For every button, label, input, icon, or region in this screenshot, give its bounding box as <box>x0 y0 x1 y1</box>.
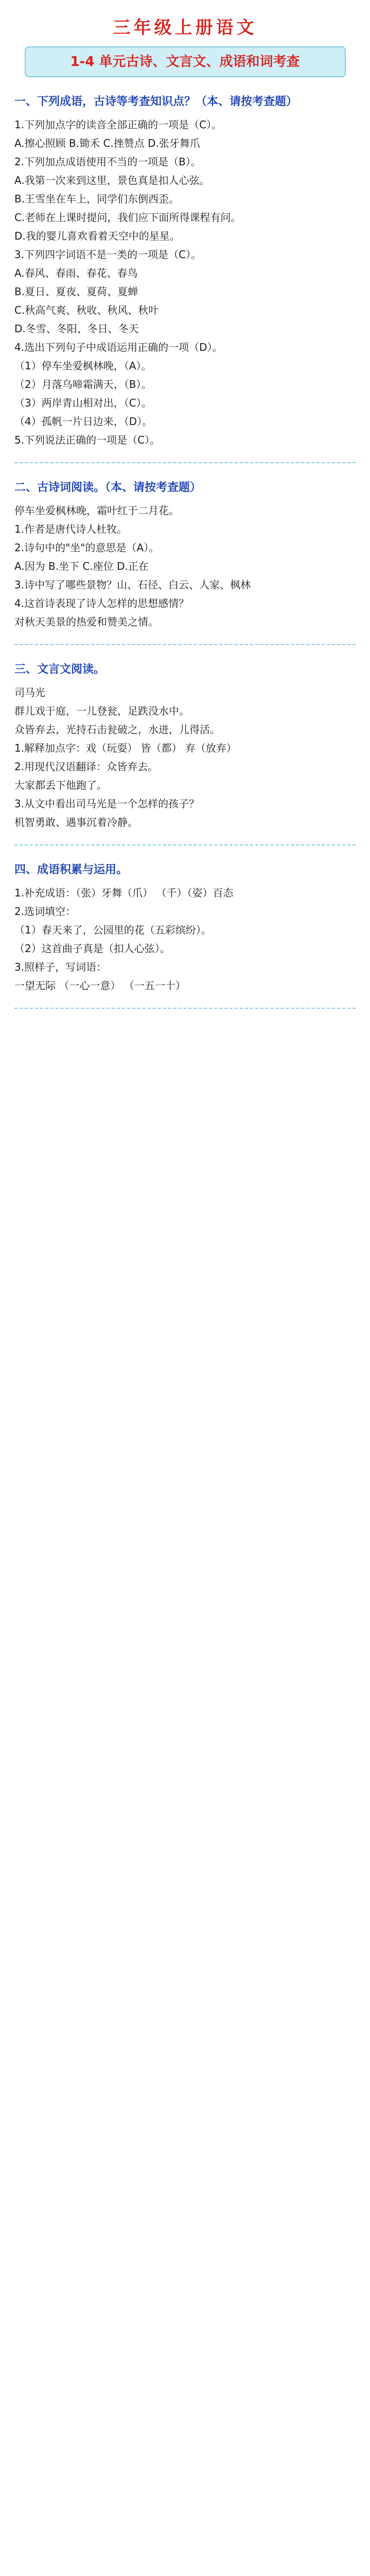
text-line: C.秋高气爽、秋收、秋风、秋叶 <box>14 304 159 316</box>
section-divider <box>14 1008 356 1009</box>
text-line: 2.选词填空： <box>14 905 76 918</box>
text-line: 1.补充成语：（张）牙舞（爪） （千）（姿）百态 <box>14 887 234 899</box>
text-line: A.春风、春雨、春花、春鸟 <box>14 267 138 279</box>
text-line: （1）春天来了，公园里的花（五彩缤纷）。 <box>14 924 212 936</box>
text-line: B.夏日、夏夜、夏荷、夏蝉 <box>14 285 138 298</box>
text-line: 2.用现代汉语翻译：众皆弃去。 <box>14 760 158 773</box>
text-line: 众皆弃去，光持石击瓮破之，水迸，儿得活。 <box>14 723 220 736</box>
text-line: 1.作者是唐代诗人杜牧。 <box>14 523 128 535</box>
text-line: C.老师在上课时提问，我们应下面所得课程有问。 <box>14 211 241 224</box>
text-line: 5.下列说法正确的一项是（C）。 <box>14 434 161 446</box>
text-line: 群儿戏于庭，一儿登瓮，足跌没水中。 <box>14 705 189 717</box>
text-line: 4.这首诗表现了诗人怎样的思想感情？ <box>14 597 189 609</box>
text-line: A.我第一次来到这里，景色真是扣人心弦。 <box>14 174 210 187</box>
text-line: 机智勇敢、遇事沉着冷静。 <box>14 816 138 828</box>
page-title: 三年级上册语文 <box>113 18 257 38</box>
text-line: A.擦心照顾 B.锄禾 C.挫赞点 D.张牙舞爪 <box>14 137 200 149</box>
section-divider <box>14 844 356 845</box>
text-line: （2）月落乌啼霜满天，（B）。 <box>14 378 152 391</box>
text-line: 停车坐爱枫林晚，霜叶红于二月花。 <box>14 504 179 517</box>
text-line: 3.从文中看出司马光是一个怎样的孩子？ <box>14 798 200 810</box>
text-line: D.我的婴儿喜欢看着天空中的星星。 <box>14 230 180 242</box>
text-line: 3.下列四字词语不是一类的一项是（C）。 <box>14 248 202 261</box>
section-divider <box>14 644 356 645</box>
text-line: 司马光 <box>14 686 45 699</box>
text-line: 一望无际 （一心一意） （一五一十） <box>14 979 186 992</box>
text-line: （2）这首曲子真是（扣人心弦）。 <box>14 942 170 955</box>
text-line: （4）孤帆一片日边来，（D）。 <box>14 415 153 428</box>
section-divider <box>14 462 356 463</box>
text-line: A.因为 B.坐下 C.座位 D.正在 <box>14 560 149 572</box>
text-line: 3.诗中写了哪些景物？山、石径、白云、人家、枫林 <box>14 579 251 591</box>
section-heading: 二、古诗词阅读。（本、请按考查题） <box>14 481 202 494</box>
text-line: 1.解释加点字：戏（玩耍） 皆（都） 弃（放弃） <box>14 742 237 754</box>
text-line: 4.选出下列句子中成语运用正确的一项（D）。 <box>14 341 223 353</box>
text-line: 对秋天美景的热爱和赞美之情。 <box>14 616 158 628</box>
section-heading: 四、成语积累与运用。 <box>14 863 128 876</box>
text-line: 2.下列加点成语使用不当的一项是（B）。 <box>14 156 201 168</box>
text-line: （3）两岸青山相对出，（C）。 <box>14 397 152 409</box>
text-line: 大家都丢下他跑了。 <box>14 779 107 791</box>
text-line: 3.照样子，写词语： <box>14 961 107 973</box>
text-line: 1.下列加点字的读音全部正确的一项是（C）。 <box>14 118 222 131</box>
text-line: 2.诗句中的"坐"的意思是（A）。 <box>14 541 160 554</box>
text-line: （1）停车坐爱枫林晚，（A）。 <box>14 360 152 372</box>
document-body <box>14 93 356 1009</box>
section-heading: 三、文言文阅读。 <box>14 663 105 676</box>
section-heading: 一、下列成语，古诗等考查知识点？（本、请按考查题） <box>14 95 298 108</box>
page-banner: 1-4 单元古诗、文言文、成语和词考查 <box>25 46 346 77</box>
text-line: D.冬雪、冬阳、冬日、冬天 <box>14 323 139 335</box>
text-line: B.王雪坐在车上，同学们东倒西歪。 <box>14 193 180 205</box>
